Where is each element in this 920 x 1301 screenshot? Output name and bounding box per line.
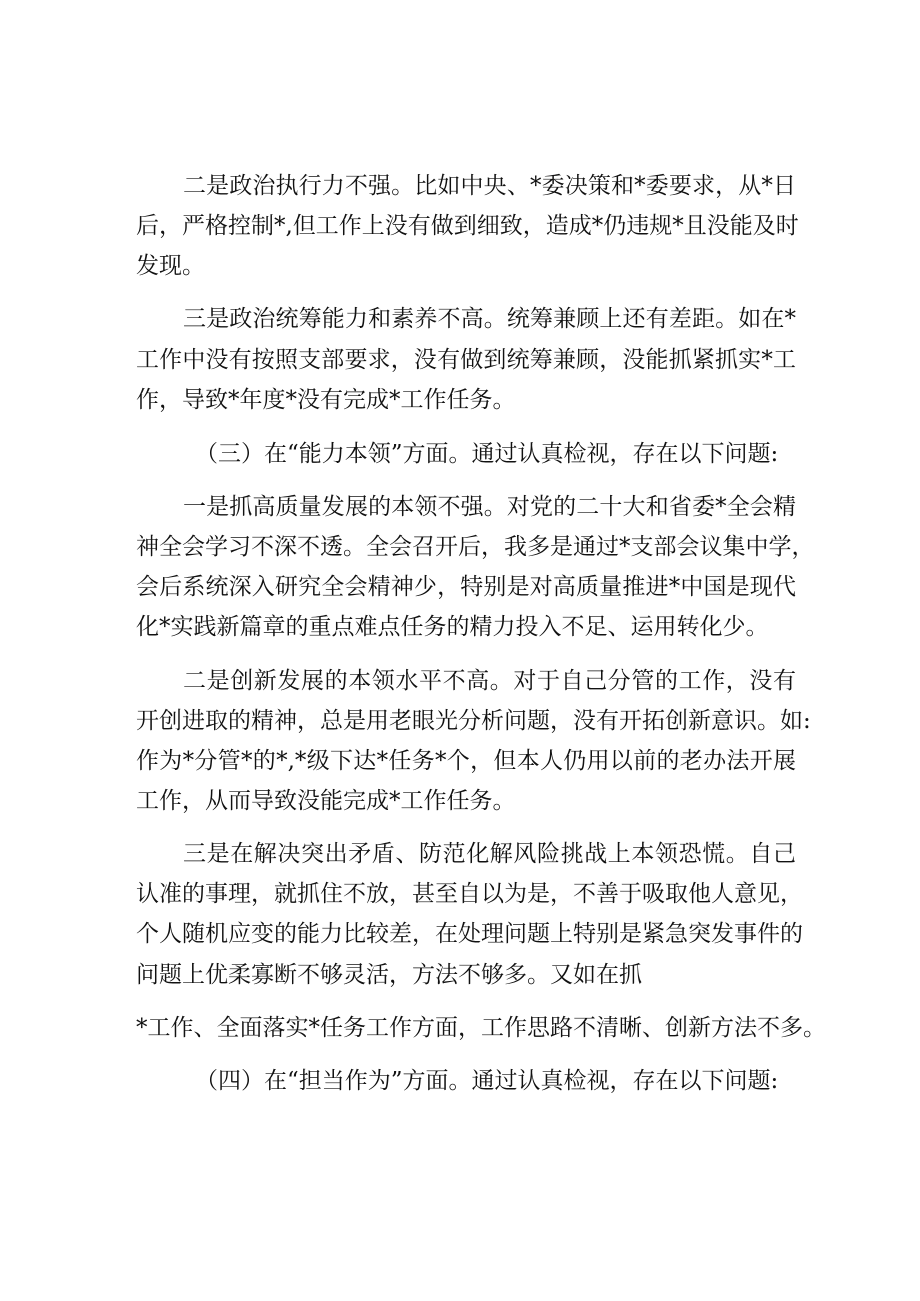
paragraph-3-line-4: 化*实践新篇章的重点难点任务的精力投入不足、运用转化少。: [136, 614, 769, 640]
paragraph-4-line-1: 二是创新发展的本领水平不高。对于自己分管的工作，没有: [183, 668, 796, 694]
paragraph-2-line-3: 作，导致*年度*没有完成*工作任务。: [136, 387, 516, 413]
paragraph-4-line-4: 工作，从而导致没能完成*工作任务。: [136, 788, 516, 814]
paragraph-5-line-2: 认准的事理，就抓住不放，甚至自以为是，不善于吸取他人意见，: [136, 881, 803, 907]
section-heading-3: （三）在“能力本领”方面。通过认真检视，存在以下问题:: [195, 441, 779, 467]
paragraph-1-line-1: 二是政治执行力不强。比如中央、*委决策和*委要求，从*日: [183, 173, 796, 199]
paragraph-5-line-1: 三是在解决突出矛盾、防范化解风险挑战上本领恐慌。自己: [183, 841, 796, 867]
paragraph-4-line-2: 开创进取的精神，总是用老眼光分析问题，没有开拓创新意识。如:: [136, 708, 811, 734]
paragraph-3-line-2: 神全会学习不深不透。全会召开后，我多是通过*支部会议集中学，: [136, 534, 815, 560]
paragraph-3-line-1: 一是抓高质量发展的本领不强。对党的二十大和省委*全会精: [183, 494, 796, 520]
paragraph-1-line-2: 后，严格控制*,但工作上没有做到细致，造成*仍违规*且没能及时: [136, 213, 799, 239]
paragraph-2-line-2: 工作中没有按照支部要求，没有做到统筹兼顾，没能抓紧抓实*工: [136, 347, 796, 373]
section-heading-4: （四）在“担当作为”方面。通过认真检视，存在以下问题:: [195, 1068, 779, 1094]
paragraph-3-line-3: 会后系统深入研究全会精神少，特别是对高质量推进*中国是现代: [136, 574, 796, 600]
paragraph-5-line-3: 个人随机应变的能力比较差，在处理问题上特别是紧急突发事件的: [136, 921, 803, 947]
paragraph-5-line-4: 问题上优柔寡断不够灵活，方法不够多。又如在抓: [136, 962, 642, 988]
paragraph-4-line-3: 作为*分管*的*,*级下达*任务*个，但本人仍用以前的老办法开展: [136, 748, 796, 774]
paragraph-2-line-1: 三是政治统筹能力和素养不高。统筹兼顾上还有差距。如在*: [183, 306, 796, 332]
paragraph-5-line-5: *工作、全面落实*任务工作方面，工作思路不清晰、创新方法不多。: [136, 1015, 826, 1041]
paragraph-1-line-3: 发现。: [136, 253, 205, 279]
